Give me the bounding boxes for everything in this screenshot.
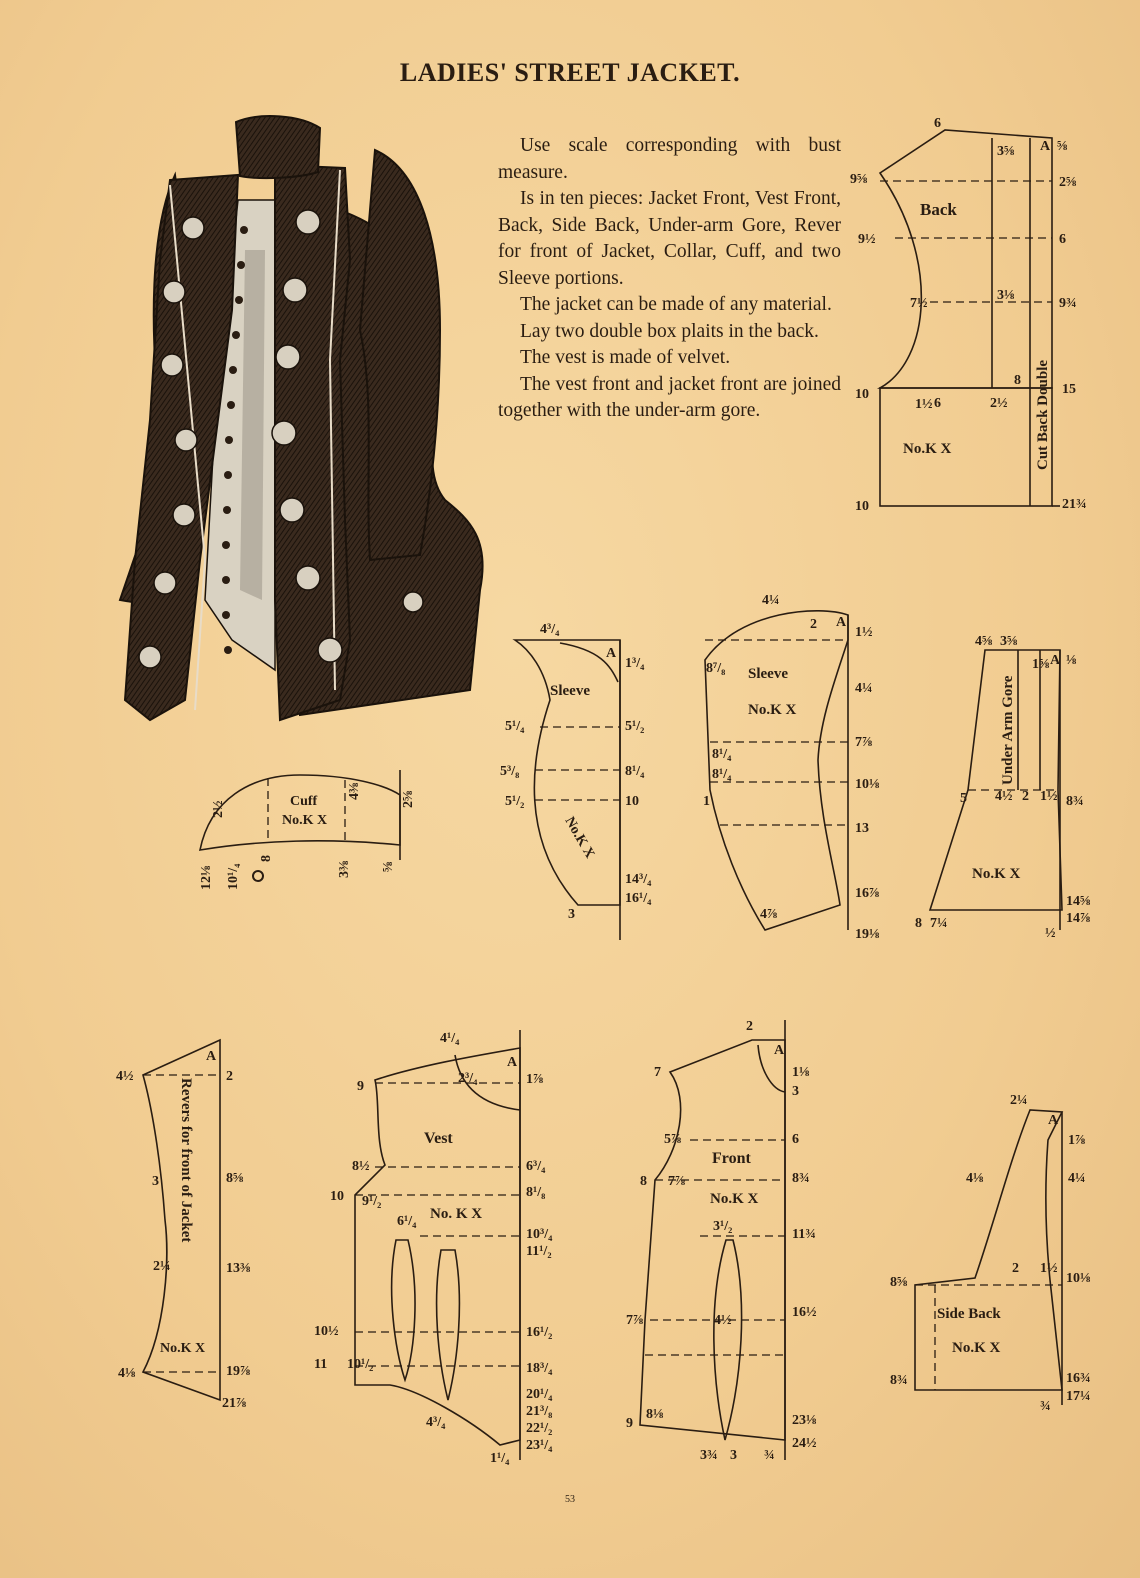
measure-label: 6 <box>1059 232 1066 247</box>
measure-label: ¾ <box>764 1448 775 1463</box>
measure-label: 10 <box>855 387 869 402</box>
measure-label: 8⅝ <box>890 1275 908 1290</box>
measure-label: 4¹/₄ <box>440 1031 460 1046</box>
measure-label: 3⅛ <box>997 288 1015 303</box>
measure-label: 2¼ <box>153 1259 171 1274</box>
measure-label: 8⁷/₈ <box>706 661 726 676</box>
page-number: 53 <box>565 1494 575 1505</box>
measure-label: 5¹/₂ <box>625 719 645 734</box>
back-cut-note: Cut Back Double <box>1035 359 1051 470</box>
measure-label: 4³/₄ <box>540 622 560 637</box>
measure-label: 21⅞ <box>222 1396 247 1411</box>
measure-label: 8½ <box>352 1159 370 1174</box>
measure-label: 11 <box>314 1357 328 1372</box>
measure-label: 8¹/₄ <box>625 764 645 779</box>
measure-label: A <box>206 1049 217 1064</box>
measure-label: 1½ <box>1040 1261 1058 1276</box>
measure-label: 5³/₈ <box>500 764 520 779</box>
measure-label: A <box>774 1043 785 1058</box>
measure-label: 10⅛ <box>855 777 880 792</box>
measure-label: A <box>1040 139 1051 154</box>
measure-label: 12⅛ <box>199 865 214 890</box>
measure-label: ¾ <box>1040 1399 1051 1414</box>
measure-label: A <box>836 615 847 630</box>
measure-label: 2 <box>1022 789 1029 804</box>
measure-label: 1½ <box>1040 789 1058 804</box>
measure-label: 5 <box>960 791 967 806</box>
measure-label: 21³/₈ <box>526 1404 553 1419</box>
measure-label: 7¼ <box>930 916 948 931</box>
description-paragraph: Is in ten pieces: Jacket Front, Vest Front, Back, Side Back, Under-arm Gore, Rever for front of Jacket, Collar, Cuff, and two Sleeve portions. <box>498 188 841 289</box>
measure-label: 2 <box>226 1069 233 1084</box>
measure-label: 3 <box>792 1084 799 1099</box>
page-title: LADIES' STREET JACKET. <box>399 58 741 87</box>
pattern-revers <box>116 1040 251 1411</box>
back-label: Back <box>920 200 957 219</box>
measure-label: 16¾ <box>1066 1371 1091 1386</box>
measure-label: 3 <box>568 907 575 922</box>
pattern-cuff <box>199 770 416 890</box>
description-paragraph: Lay two double box plaits in the back. <box>520 320 819 342</box>
measure-label: 4⅛ <box>118 1366 136 1381</box>
measure-label: ⅝ <box>381 861 396 872</box>
measure-label: 11¹/₂ <box>526 1244 552 1259</box>
measure-label: 9¾ <box>1059 296 1077 311</box>
description-paragraph: The vest is made of velvet. <box>520 347 731 368</box>
measure-label: 8 <box>259 855 274 862</box>
measure-label: 4³/₄ <box>426 1415 446 1430</box>
measure-label: 10¹/₄ <box>226 863 241 890</box>
measure-label: 1⅞ <box>1068 1133 1086 1148</box>
pattern-front <box>626 1019 817 1463</box>
measure-label: 9¹/₂ <box>362 1194 382 1209</box>
measure-label: 8¾ <box>1066 794 1084 809</box>
measure-label: 1⅛ <box>792 1065 810 1080</box>
measure-label: 3⅝ <box>1000 634 1018 649</box>
measure-label: 10½ <box>314 1324 339 1339</box>
measure-label: A <box>1050 653 1061 668</box>
measure-label: 5⅞ <box>664 1132 682 1147</box>
measure-label: 4¼ <box>762 593 780 608</box>
measure-label: 8¹/₄ <box>712 767 732 782</box>
measure-label: 1⅞ <box>526 1072 544 1087</box>
measure-label: 10¹/₂ <box>347 1357 374 1372</box>
measure-label: 3¾ <box>700 1448 718 1463</box>
measure-label: 24½ <box>792 1436 817 1451</box>
measure-label: 6 <box>792 1132 799 1147</box>
measure-label: 2 <box>746 1019 753 1034</box>
measure-label: 3¹/₂ <box>713 1219 733 1234</box>
measure-label: 2⅝ <box>401 790 416 808</box>
sleeve-piece-number: No.K X <box>748 702 797 718</box>
measure-label: 11¾ <box>792 1227 816 1242</box>
measure-label: 5¹/₂ <box>505 794 525 809</box>
measure-label: 18³/₄ <box>526 1361 553 1376</box>
cuff-piece-number: No.K X <box>282 813 328 828</box>
measure-label: 9⅝ <box>850 172 868 187</box>
measure-label: 13 <box>855 821 869 836</box>
gore-label: Under Arm Gore <box>1000 675 1016 785</box>
sleeve-piece-number: No.K X <box>561 814 598 862</box>
measure-label: 8¹/₄ <box>712 747 732 762</box>
measure-label: 7 <box>654 1065 661 1080</box>
measure-label: 8¾ <box>792 1171 810 1186</box>
measure-label: 1½ <box>915 397 933 412</box>
measure-label: 2 <box>810 617 817 632</box>
measure-label: A <box>1048 1113 1059 1128</box>
measure-label: 7⅞ <box>668 1174 686 1189</box>
measure-label: A <box>606 646 617 661</box>
measure-label: 3⅜ <box>337 860 352 878</box>
measure-label: 14⅝ <box>1066 894 1091 909</box>
pattern-under-arm-gore <box>915 634 1091 941</box>
measure-label: 13⅜ <box>226 1261 251 1276</box>
measure-label: 1¹/₄ <box>490 1451 510 1466</box>
measure-label: 22¹/₂ <box>526 1421 553 1436</box>
measure-label: 23⅛ <box>792 1413 817 1428</box>
measure-label: 5¹/₄ <box>505 719 525 734</box>
measure-label: 4½ <box>995 789 1013 804</box>
pattern-side-back <box>890 1093 1091 1414</box>
measure-label: 10³/₄ <box>526 1227 553 1242</box>
front-label: Front <box>712 1150 751 1167</box>
measure-label: A <box>507 1055 518 1070</box>
measure-label: 4¼ <box>855 681 873 696</box>
measure-label: 9½ <box>858 232 876 247</box>
description-paragraph: Use scale corresponding with bust measure. <box>498 135 841 183</box>
revers-label: Revers for front of Jacket <box>178 1078 194 1243</box>
measure-label: 9 <box>626 1416 633 1431</box>
measure-label: 6 <box>934 396 941 411</box>
cuff-label: Cuff <box>290 794 318 809</box>
vest-label: Vest <box>424 1130 453 1147</box>
measure-label: 7⅞ <box>855 735 873 750</box>
measure-label: 20¹/₄ <box>526 1387 553 1402</box>
measure-label: 2¼ <box>1010 1093 1028 1108</box>
measure-label: 4⅝ <box>975 634 993 649</box>
measure-label: 2³/₄ <box>458 1071 478 1086</box>
measure-label: 1³/₄ <box>625 656 645 671</box>
measure-label: 15 <box>1062 382 1076 397</box>
measure-label: 10 <box>625 794 639 809</box>
measure-label: 2⅝ <box>1059 175 1077 190</box>
measure-label: 6³/₄ <box>526 1159 546 1174</box>
measure-label: 4⅞ <box>760 907 778 922</box>
pattern-sleeve-small <box>500 622 652 940</box>
measure-label: 8¾ <box>890 1373 908 1388</box>
measure-label: 17¼ <box>1066 1389 1091 1404</box>
gore-piece-number: No.K X <box>972 866 1021 882</box>
measure-label: 2 <box>1012 1261 1019 1276</box>
pattern-vest <box>314 1030 553 1466</box>
measure-label: 8⅝ <box>226 1171 244 1186</box>
sleeve-label: Sleeve <box>550 683 590 699</box>
measure-label: 2½ <box>211 800 226 818</box>
measure-label: 4½ <box>116 1069 134 1084</box>
measure-label: 16⅞ <box>855 886 880 901</box>
measure-label: 14⅞ <box>1066 911 1091 926</box>
measure-label: ⅝ <box>1057 139 1068 154</box>
measure-label: 8 <box>1014 373 1021 388</box>
side-back-label: Side Back <box>937 1306 1001 1322</box>
measure-label: 7½ <box>910 296 928 311</box>
vest-piece-number: No. K X <box>430 1206 483 1222</box>
measure-label: 2½ <box>990 396 1008 411</box>
measure-label: 7⅞ <box>626 1313 644 1328</box>
measure-label: 8 <box>915 916 922 931</box>
measure-label: 10 <box>855 499 869 514</box>
measure-label: 1½ <box>855 625 873 640</box>
measure-label: ½ <box>1045 926 1056 941</box>
measure-label: 8¹/₈ <box>526 1185 546 1200</box>
side-back-piece-number: No.K X <box>952 1340 1001 1356</box>
measure-label: 6 <box>934 116 941 131</box>
measure-label: 6¹/₄ <box>397 1214 417 1229</box>
measure-label: 4⅛ <box>966 1171 984 1186</box>
sleeve-label: Sleeve <box>748 666 788 682</box>
measure-label: 19⅛ <box>855 927 880 942</box>
back-piece-number: No.K X <box>903 441 952 457</box>
measure-label: 8⅛ <box>646 1407 664 1422</box>
jacket-illustration <box>120 116 483 720</box>
measure-label: 4⅜ <box>347 782 362 800</box>
measure-label: 8 <box>640 1174 647 1189</box>
measure-label: 9 <box>357 1079 364 1094</box>
front-piece-number: No.K X <box>710 1191 759 1207</box>
pattern-back <box>850 116 1087 514</box>
measure-label: 14³/₄ <box>625 872 652 887</box>
description-paragraph: The vest front and jacket front are joined together with the under-arm gore. <box>498 373 841 421</box>
measure-label: 19⅞ <box>226 1364 251 1379</box>
measure-label: 16½ <box>792 1305 817 1320</box>
measure-label: ⅛ <box>1066 653 1077 668</box>
measure-label: 4¼ <box>1068 1171 1086 1186</box>
measure-label: 3 <box>730 1448 737 1463</box>
measure-label: 21¾ <box>1062 497 1087 512</box>
revers-piece-number: No.K X <box>160 1341 206 1356</box>
measure-label: 3⅝ <box>997 144 1015 159</box>
pattern-sleeve-large <box>703 593 880 942</box>
measure-label: 3 <box>152 1174 159 1189</box>
description-paragraph: The jacket can be made of any material. <box>520 294 832 315</box>
measure-label: 4½ <box>714 1313 732 1328</box>
measure-label: 1⅝ <box>1032 657 1050 672</box>
measure-label: 1 <box>703 794 710 809</box>
measure-label: 16¹/₂ <box>526 1325 553 1340</box>
measure-label: 16¹/₄ <box>625 891 652 906</box>
measure-label: 23¹/₄ <box>526 1438 553 1453</box>
measure-label: 10⅛ <box>1066 1271 1091 1286</box>
measure-label: 10 <box>330 1189 344 1204</box>
